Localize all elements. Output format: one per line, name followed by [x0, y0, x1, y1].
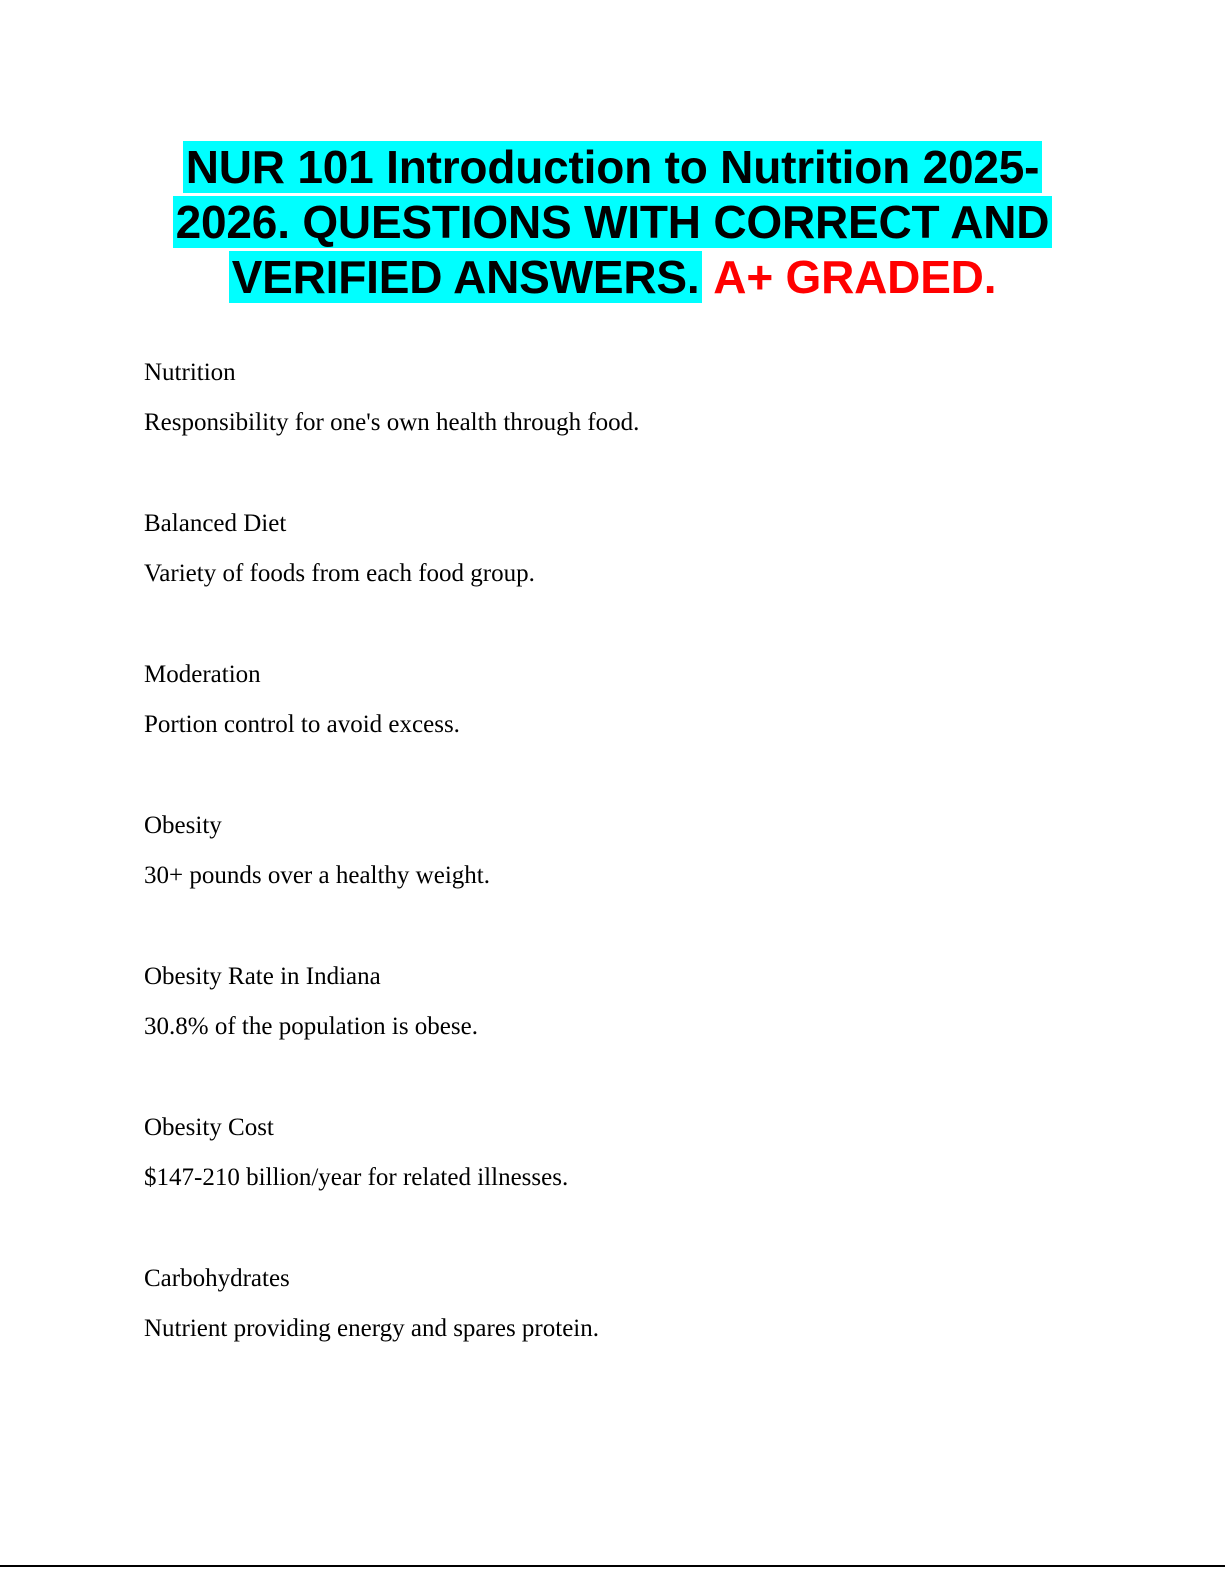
qa-item [144, 959, 1104, 1110]
title-line-1 [0, 140, 1225, 195]
definition: Portion control to avoid excess. [144, 711, 460, 738]
qa-item [144, 1261, 1104, 1412]
term: Obesity Rate in Indiana [144, 963, 381, 990]
title-line-2 [0, 195, 1225, 250]
definition: 30+ pounds over a healthy weight. [144, 862, 490, 889]
term: Obesity [144, 812, 222, 839]
qa-item [144, 1110, 1104, 1261]
title-line-3 [0, 250, 1225, 305]
definition: Variety of foods from each food group. [144, 560, 535, 587]
title-highlight: 2026. QUESTIONS WITH CORRECT AND [173, 196, 1053, 248]
term: Nutrition [144, 359, 236, 386]
page-bottom-rule [0, 1565, 1225, 1567]
qa-item [144, 355, 1104, 506]
qa-item [144, 657, 1104, 808]
qa-item [144, 506, 1104, 657]
term: Carbohydrates [144, 1265, 290, 1292]
term: Balanced Diet [144, 510, 287, 537]
term: Moderation [144, 661, 261, 688]
definition: Nutrient providing energy and spares protein. [144, 1315, 599, 1342]
definition: 30.8% of the population is obese. [144, 1013, 478, 1040]
qa-item [144, 808, 1104, 959]
title-highlight: NUR 101 Introduction to Nutrition 2025- [183, 141, 1042, 193]
definition: Responsibility for one's own health through food. [144, 409, 640, 436]
grade-label: A+ GRADED. [713, 251, 997, 303]
term: Obesity Cost [144, 1114, 274, 1141]
page-title [0, 140, 1225, 305]
definition: $147-210 billion/year for related illnesses. [144, 1164, 569, 1191]
title-highlight: VERIFIED ANSWERS. [229, 251, 703, 303]
qa-list [144, 355, 1104, 1412]
